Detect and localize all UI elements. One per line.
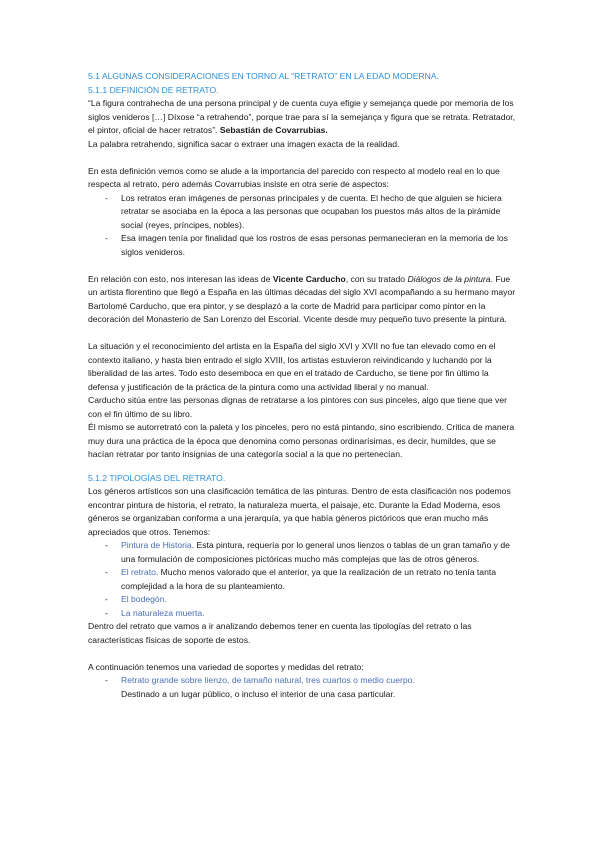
support-description: Destinado a un lugar público, o incluso el interior de una casa particular. <box>121 688 396 699</box>
variedad-paragraph: A continuación tenemos una variedad de soportes y medidas del retrato: <box>88 661 364 672</box>
carducho-name: Vicente Carducho <box>272 273 346 284</box>
list-item: - Esa imagen tenía por finalidad que los rostros de esas personas permanecieran en la memoria de los siglos venideros. <box>105 233 508 257</box>
section-heading-5-1-1: 5.1.1 DEFINICIÓN DE RETRATO. <box>88 84 219 95</box>
section-heading-5-1: 5.1 ALGUNAS CONSIDERACIONES EN TORNO AL “RETRATO” EN LA EDAD MODERNA. <box>88 71 439 81</box>
definition-paragraph: En esta definición vemos como se alude a la importancia del parecido con respecto al modelo real en lo que respecta al retrato, pero además Covarrubias insiste en otra serie de aspectos: <box>88 165 500 189</box>
retrahendo-paragraph: La palabra retrahendo, significa sacar o extraer una imagen exacta de la realidad. <box>88 138 400 149</box>
quote-end: . <box>325 125 328 135</box>
dash-bullet: - <box>105 233 108 243</box>
genre-term: La naturaleza muerta. <box>121 607 205 618</box>
dash-bullet: - <box>105 675 108 685</box>
list-item <box>88 674 518 688</box>
quote-author: Sebastián de Covarrubias <box>219 125 326 135</box>
genre-term: El bodegón. <box>121 594 167 604</box>
genre-term: El retrato <box>121 567 156 577</box>
carducho-situa-paragraph: Carducho sitúa entre las personas dignas de retratarse a los pintores con sus pinceles, algo que tiene que ver con el fin último de su libro. <box>88 395 507 419</box>
dash-bullet: - <box>105 594 108 604</box>
quote-text: “La figura contrahecha de una persona principal y de cuenta cuya efigie y semejança quede por memoria de los siglos venideros […] Díxose “a retrahendo”, porque trae para sí la semejança y figura que se retrata. Retratador, el pintor, oficial de hacer retratos”. <box>88 98 516 135</box>
list-item: - Pintura de Historia. Esta pintura, requería por lo general unos lienzos o tablas de un gran tamaño y de una formulación de composiciones pictóricas mucho más complejas que las de otros géneros. <box>105 540 510 564</box>
supports-list <box>88 674 518 688</box>
covarrubias-quote <box>88 97 518 138</box>
dash-bullet: - <box>105 567 108 577</box>
autorretrato-paragraph: Él mismo se autorretrató con la paleta y los pinceles, pero no está pintando, sino escribiendo. Critica de manera muy dura una práctica de la época que denomina como personas ordinarísimas, es decir, humildes, que se hacían retratar por tanto insignias de una categoría social a la que no pertenecían. <box>88 422 515 459</box>
genres-list <box>88 539 518 620</box>
section-heading-5-1-2: 5.1.2 TIPOLOGÍAS DEL RETRATO. <box>88 472 226 483</box>
list-item: - El retrato. Mucho menos valorado que el anterior, ya que la realización de un retrato no tenía tanta complejidad a la hora de su planteamiento. <box>105 567 497 591</box>
dash-bullet: - <box>105 607 108 618</box>
treatise-title: Diálogos de la pintura <box>407 273 491 284</box>
list-item <box>88 607 518 621</box>
list-item <box>88 593 518 607</box>
generos-paragraph: Los géneros artísticos son una clasificación temática de las pinturas. Dentro de esta clasificación nos podemos encontrar pintura de historia, el retrato, la naturaleza muerta, el paisaje, etc. Durante la Edad Moderna, esos géneros se organizaban conforma a una jerarquía, ya que había géneros pictóricos que eran mucho más apreciados que otros. Tenemos: <box>88 486 511 537</box>
dash-bullet: - <box>105 540 108 550</box>
situacion-paragraph: La situación y el reconocimiento del artista en la España del siglo XVI y XVII no fue tan elevado como en el contexto italiano, y hasta bien entrado el siglo XVIII, los artistas estuvieron reivindicando y luchando por la liberalidad de las artes. Todo esto desemboca en que en el tratado de Carducho, se tiene por fin último la defensa y justificación de la práctica de la pintura como una actividad liberal y no manual. <box>88 341 496 392</box>
aspects-list <box>88 192 518 260</box>
list-item: - Los retratos eran imágenes de personas principales y de cuenta. El hecho de que alguien se hiciera retratar se asociaba en la época a las personas que ocupaban los puestos más altos de la pirámide social (reyes, príncipes, nobles). <box>105 192 502 230</box>
document-body <box>88 70 518 701</box>
dentro-paragraph: Dentro del retrato que vamos a ir analizando debemos tener en cuenta las tipologías del retrato o las características físicas de soporte de estos. <box>88 621 472 645</box>
carducho-paragraph: En relación con esto, nos interesan las ideas de Vicente Carducho, con su tratado Diálogos de la pintura. Fue un artista florentino que llegó a España en las últimas décadas del siglo XVI acompañando a su hermano mayor Bartolomé Carducho, que era pintor, y se desplazó a la corte de Madrid para participar como pintor en la decoración del Monasterio de San Lorenzo del Escorial. Vicente desde muy pequeño tuvo presente la pintura. <box>88 273 516 324</box>
dash-bullet: - <box>105 192 108 203</box>
genre-term: Pintura de Historia <box>121 540 192 550</box>
support-term: Retrato grande sobre lienzo, de tamaño natural, tres cuartos o medio cuerpo. <box>121 675 415 685</box>
